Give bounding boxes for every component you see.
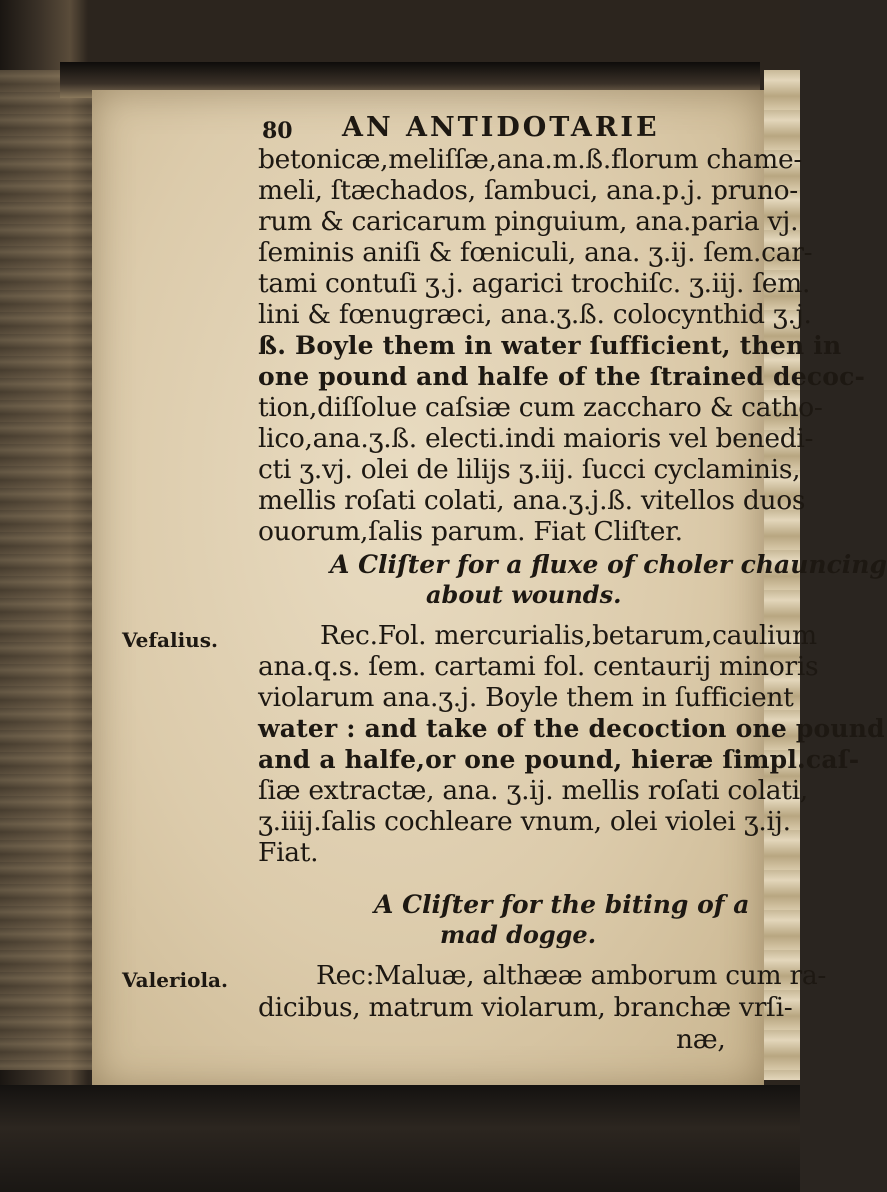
body-line: ouorum,ſalis parum. Fiat Cliſter. <box>258 516 683 547</box>
section-heading: mad dogge. <box>440 920 597 949</box>
running-title: AN ANTIDOTARIE <box>342 112 660 143</box>
body-line: lico,ana.ʒ.ß. electi.indi maioris vel benedi- <box>258 423 814 454</box>
margin-note: Vefalius. <box>122 628 218 652</box>
body-line: ʒ.iiij.ſalis cochleare vnum, olei violei ʒ.ij. <box>258 806 791 837</box>
margin-note: Valeriola. <box>122 968 228 992</box>
body-line: ana.q.s. ſem. cartami fol. centaurij minoris <box>258 651 819 682</box>
catchword: næ, <box>676 1024 726 1055</box>
body-line: tami contuſi ʒ.j. agarici trochiſc. ʒ.iij. ſem. <box>258 268 811 299</box>
page-number: 80 <box>262 118 293 144</box>
body-line: water : and take of the decoction one pound <box>258 714 885 743</box>
body-line: tion,diſſolue caſsiæ cum zaccharo & catho- <box>258 392 823 423</box>
body-line: violarum ana.ʒ.j. Boyle them in ſufficient <box>258 682 794 713</box>
body-line: dicibus, matrum violarum, branchæ vrſi- <box>258 992 793 1023</box>
body-line: Fiat. <box>258 837 319 868</box>
body-line: ſiæ extractæ, ana. ʒ.ij. mellis roſati colati, <box>258 775 808 806</box>
body-line: and a halfe,or one pound, hieræ ſimpl.caſ- <box>258 745 860 774</box>
body-line: mellis roſati colati, ana.ʒ.j.ß. vitellos duos <box>258 485 806 516</box>
body-line: meli, ſtæchados, ſambuci, ana.p.j. pruno- <box>258 175 798 206</box>
body-line: rum & caricarum pinguium, ana.paria vj. <box>258 206 799 237</box>
body-line: one pound and halfe of the ſtrained decoc- <box>258 362 866 391</box>
body-line: Rec:Maluæ, althææ amborum cum ra- <box>316 960 826 991</box>
body-line: Rec.Fol. mercurialis,betarum,caulium <box>320 620 817 651</box>
bottom-shadow <box>0 1085 800 1192</box>
body-line: lini & fœnugræci, ana.ʒ.ß. colocynthid ʒ.j. <box>258 299 812 330</box>
section-heading: A Cliſter for a fluxe of choler chauncing <box>330 550 887 579</box>
body-line: betonicæ,meliſſæ,ana.m.ß.florum chame- <box>258 144 803 175</box>
section-heading: about wounds. <box>426 580 622 609</box>
book-left-edge <box>0 70 98 1070</box>
body-line: cti ʒ.vj. olei de lilijs ʒ.iij. ſucci cyclaminis, <box>258 454 801 485</box>
body-line: ß. Boyle them in water ſufficient, then in <box>258 331 842 360</box>
body-line: ſeminis aniſi & fœniculi, ana. ʒ.ij. ſem.car- <box>258 237 813 268</box>
section-heading: A Cliſter for the biting of a <box>374 890 750 919</box>
